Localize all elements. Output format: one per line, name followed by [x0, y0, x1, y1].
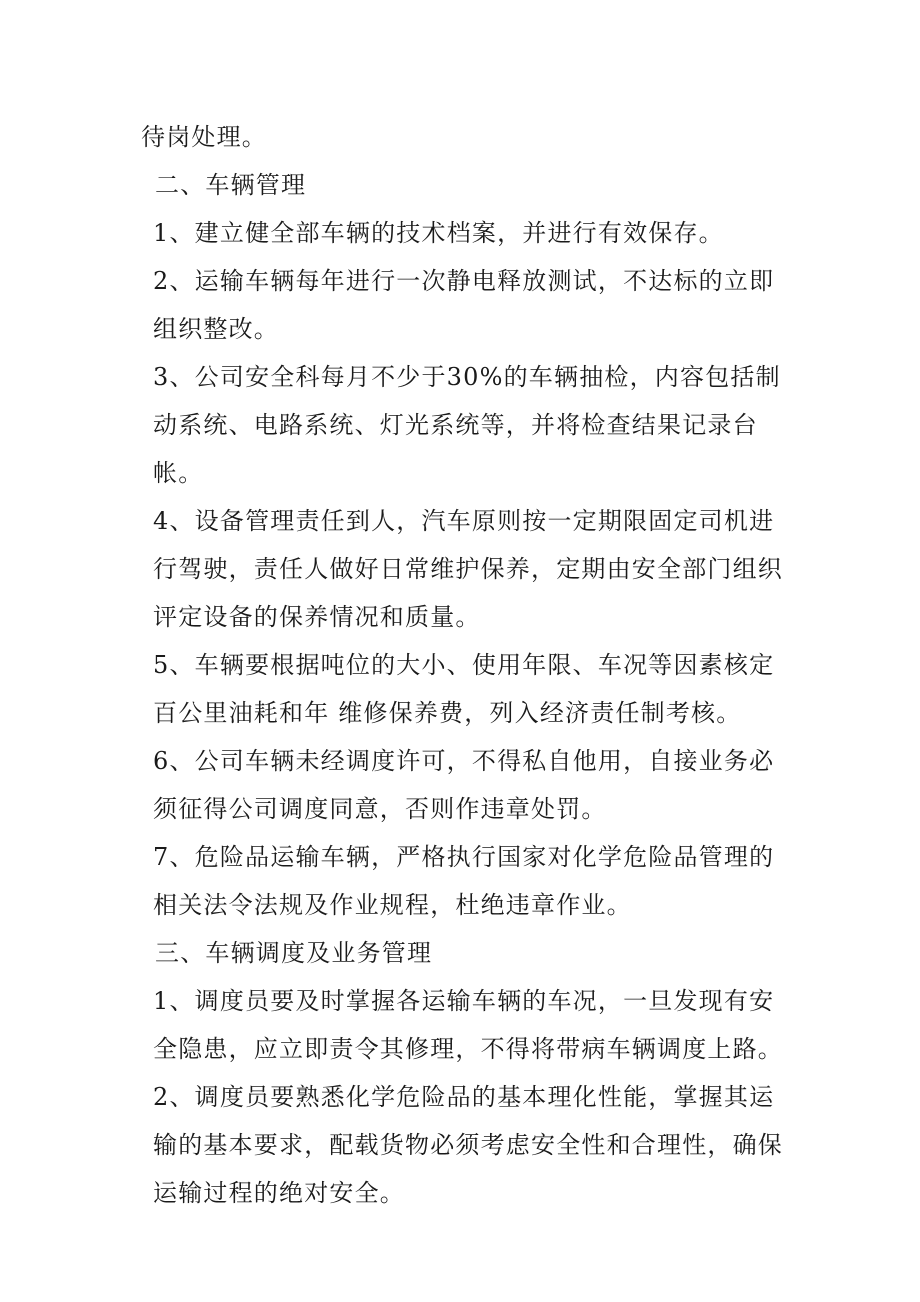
paragraph-item: 2、调度员要熟悉化学危险品的基本理化性能，掌握其运输的基本要求，配载货物必须考虑安全性和合理性，确保运输过程的绝对安全。 [153, 1083, 783, 1207]
paragraph-item: 1、建立健全部车辆的技术档案，并进行有效保存。 [153, 219, 724, 247]
paragraph-item: 6、公司车辆未经调度许可，不得私自他用，自接业务必须征得公司调度同意，否则作违章处罚。 [153, 747, 775, 823]
paragraph-item: 4、设备管理责任到人，汽车原则按一定期限固定司机进行驾驶，责任人做好日常维护保养，定期由安全部门组织评定设备的保养情况和质量。 [153, 507, 783, 631]
paragraph-item: 7、危险品运输车辆，严格执行国家对化学危险品管理的相关法令法规及作业规程，杜绝违章作业。 [153, 843, 775, 919]
paragraph-item: 5、车辆要根据吨位的大小、使用年限、车况等因素核定百公里油耗和年 维修保养费，列入经济责任制考核。 [153, 651, 775, 727]
paragraph-item: 1、调度员要及时掌握各运输车辆的车况，一旦发现有安全隐患，应立即责令其修理，不得将带病车辆调度上路。 [153, 987, 783, 1063]
section-heading-vehicle-management: 二、车辆管理 [155, 171, 307, 199]
document-body [141, 113, 791, 1217]
paragraph-continuation: 待岗处理。 [141, 123, 267, 151]
paragraph-item: 3、公司安全科每月不少于30%的车辆抽检，内容包括制动系统、电路系统、灯光系统等，并将检查结果记录台帐。 [153, 363, 781, 487]
section-heading-dispatch-management: 三、车辆调度及业务管理 [155, 939, 433, 967]
paragraph-item: 2、运输车辆每年进行一次静电释放测试，不达标的立即组织整改。 [153, 267, 775, 343]
